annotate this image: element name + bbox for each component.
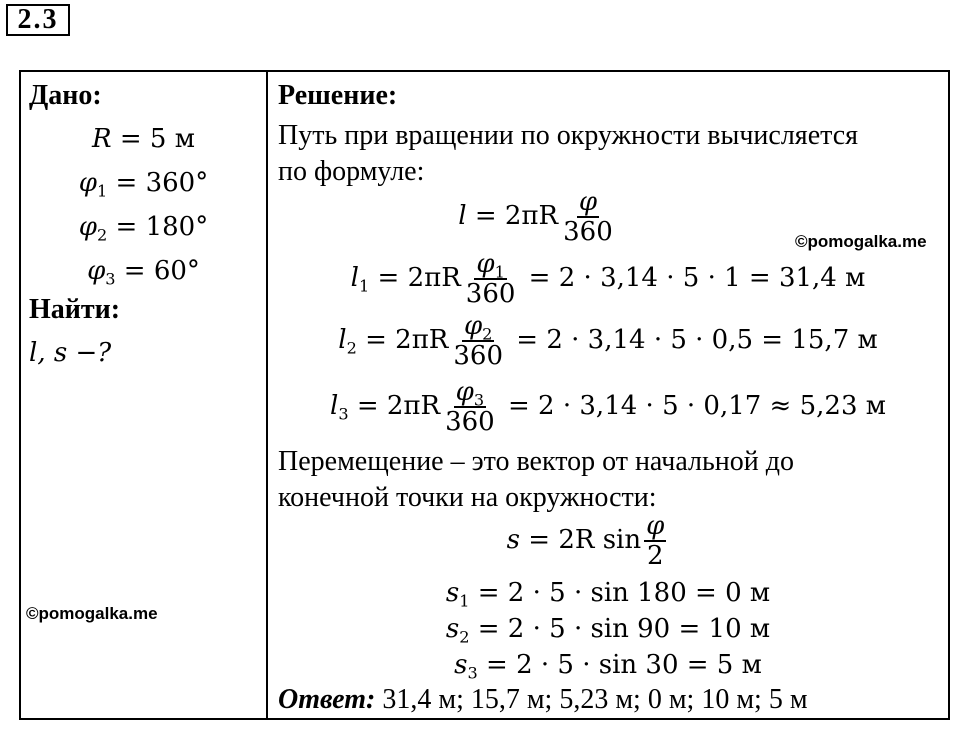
given-phi3: $\varphi_3 = 60^\circ$	[87, 256, 200, 289]
answer	[278, 684, 808, 716]
solution-column	[268, 72, 948, 718]
find-header: Найти:	[29, 294, 121, 325]
formula-displacement: s = 2R sin $\frac{\varphi}{2}$	[506, 511, 665, 572]
fraction: $\frac{\varphi_1}{360}$	[465, 249, 516, 310]
solution-header: Решение:	[278, 80, 398, 111]
answer-label: Ответ:	[278, 684, 376, 715]
given-radius: R = 5 м	[92, 124, 195, 154]
formula-path: l = 2πR $\frac{\varphi}{360}$	[458, 187, 613, 248]
formula-l1: $l_1 = 2\pi R$ $\frac{\varphi_1}{360}$ = 2 · 3,14 · 5 · 1 = 31,4 м	[350, 249, 866, 310]
given-column	[21, 72, 266, 718]
fraction: $\frac{\varphi_2}{360}$	[453, 311, 504, 372]
given-phi1: $\varphi_1 = 360^\circ$	[78, 168, 209, 201]
find-unknowns: l, s −?	[29, 338, 112, 368]
given-header: Дано:	[29, 80, 102, 111]
answer-values: 31,4 м; 15,7 м; 5,23 м; 0 м; 10 м; 5 м	[375, 684, 808, 715]
watermark: ©pomogalka.me	[26, 604, 158, 623]
formula-s1: $s_1 = 2 \cdot 5 \cdot \sin 180 = 0$ м	[445, 578, 771, 611]
formula-l2: $l_2 = 2\pi R$ $\frac{\varphi_2}{360}$ = 2 · 3,14 · 5 · 0,5 = 15,7 м	[338, 311, 878, 372]
displacement-line-1: Перемещение – это вектор от начальной до	[278, 446, 794, 477]
watermark: ©pomogalka.me	[795, 232, 927, 251]
problem-table	[19, 70, 950, 720]
intro-line-1: Путь при вращении по окружности вычисляется	[278, 120, 859, 151]
fraction: $\frac{\varphi_3}{360}$	[445, 377, 495, 438]
formula-l3: $l_3 = 2\pi R$ $\frac{\varphi_3}{360}$ = 2 · 3,14 · 5 · 0,17 ≈ 5,23 м	[329, 377, 886, 438]
fraction: $\frac{\varphi}{360}$	[563, 187, 613, 248]
given-phi2: $\varphi_2 = 180^\circ$	[78, 212, 209, 245]
fraction: $\frac{\varphi}{2}$	[646, 511, 665, 572]
formula-s2: $s_2 = 2 \cdot 5 \cdot \sin 90 = 10$ м	[445, 614, 771, 647]
intro-line-2: по формуле:	[278, 156, 425, 187]
problem-number: 2.3	[6, 4, 70, 36]
formula-s3: $s_3 = 2 \cdot 5 \cdot \sin 30 = 5$ м	[454, 650, 762, 683]
displacement-line-2: конечной точки на окружности:	[278, 482, 657, 513]
